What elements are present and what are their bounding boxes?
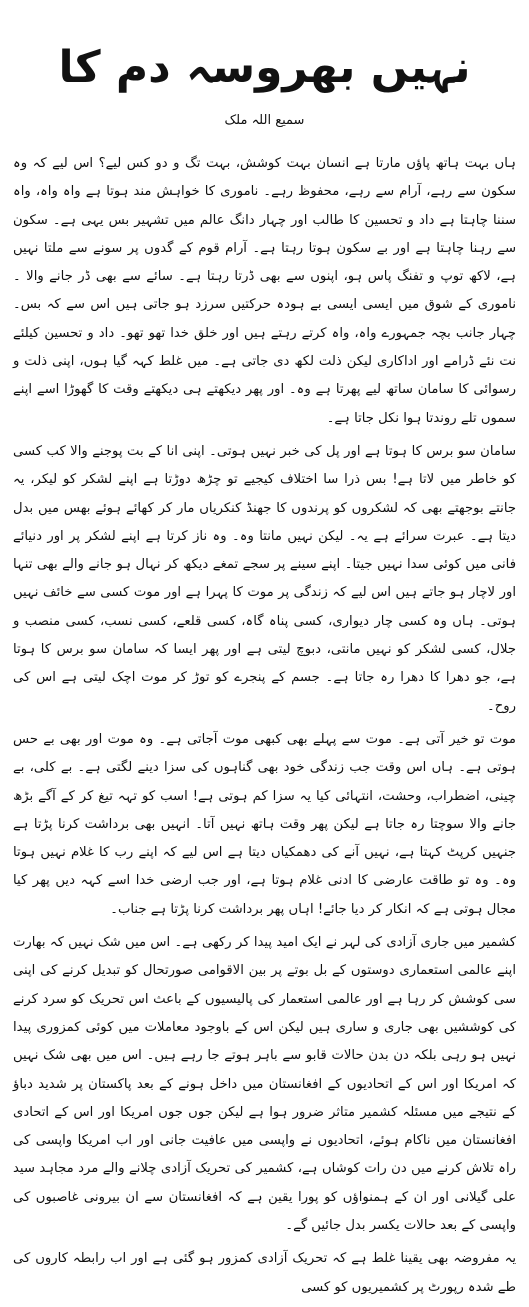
article-title [0,40,529,96]
paragraph-3: موت تو خیر آتی ہے۔ موت سے پہلے بھی کبھی موت آجاتی ہے۔ وہ موت اور بھی بے حس ہوتی ہے۔ ہاں اس وقت جب زندگی خود بھی گناہوں کی سزا دینے لگتی ہے۔ بے کلی، بے چینی، اضطراب، وحشت، انتہائی کیا یہ سزا کم ہوتی ہے! اسب کو تہہ تیغ کر کے آگے بڑھ جانے والا سوچتا رہ جاتا ہے لیکن پھر وقت ہاتھ نہیں آتا۔ انہیں بھی برداشت کرنا پڑتا ہے جنہیں کرپٹ کہتا ہے، نہیں آنے کی دھمکیاں دیتا ہے اس لیے کہ اپنے رب کا غلام نہیں ہوتا وہ۔ وہ تو طاقت عارضی کا ادنی غلام ہوتا ہے، اور جب ارضی خدا اسے کہہ دیں پھر کیا مجال ہوتی ہے کہ انکار کر دیا جائے! اہاں پھر برداشت کرنا پڑتا ہے جناب۔ [13,731,516,917]
author-byline: سمیع اللہ ملک [224,113,305,128]
article-title-part1: نہیں بھروسہ [186,42,471,93]
paragraph-4: کشمیر میں جاری آزادی کی لہر نے ایک امید پیدا کر رکھی ہے۔ اس میں شک نہیں کہ بھارت اپنے عالمی استعماری دوستوں کے بل بوتے پر بین الاقوامی صورتحال کو تبدیل کرنے کی اپنی سی کوشش کر رہا ہے اور عالمی استعمار کی پالیسیوں کے باعث اس تحریک کو سرد کرنے کی کوششیں بھی جاری و ساری ہیں لیکن اس کے باوجود معاملات میں کوئی کمزوری پیدا نہیں ہو رہی بلکہ دن بدن حالات قابو سے باہر ہوتے جا رہے ہیں۔ اس میں بھی شک نہیں کہ امریکا اور اس کے اتحادیوں کے افغانستان میں داخل ہونے کے بعد پاکستان پر شدید دباؤ کے نتیجے میں مسئلہ کشمیر متاثر ضرور ہوا ہے لیکن جوں جوں امریکا اور اس کے اتحادی افغانستان میں ناکام ہوئے، اتحادیوں نے واپسی میں عافیت جانی اور اب امریکا واپسی کی راہ تلاش کرنے میں دن رات کوشاں ہے، کشمیر کی تحریک آزادی چلانے والے مرد مجاہد سید علی گیلانی اور ان کے ہمنواؤں کو پورا یقین ہے کہ افغانستان سے ان بیرونی غاصبوں کی واپسی کے بعد حالات یکسر بدل جائیں گے۔ [13,935,516,1233]
paragraph-5: یہ مفروضہ بھی یقینا غلط ہے کہ تحریک آزادی کمزور ہو گئی ہے اور اب رابطہ کاروں کی طے شدہ رپورٹ پر کشمیریوں کو کسی [13,1251,516,1295]
article-title-part2: دم کا [58,42,171,93]
article-body [13,150,516,1307]
paragraph-2: سامان سو برس کا ہوتا ہے اور پل کی خبر نہیں ہوتی۔ اپنی انا کے بت پوجنے والا کب کسی کو خاطر میں لاتا ہے! بس ذرا سا اختلاف کیجیے تو چڑھ دوڑتا ہے اپنے لشکر کو لیکر، یہ جانتے بوجھتے بھی کہ لشکروں کو پرندوں کا جھنڈ کنکریاں مار کر کھائے ہوئے بھس میں بدل دیتا ہے۔ عبرت سرائے ہے یہ۔ لیکن نہیں مانتا وہ۔ وہ ناز کرتا ہے اپنے لشکر پر اور دنیائے فانی میں کوئی سدا نہیں جیتا۔ اپنے سینے پر سجے تمغے دیکھ کر نہال ہو جانے والے بھی تنہا اور لاچار ہو جاتے ہیں اس لیے کہ زندگی پر موت کا پہرا ہے اور موت کسی سے خائف نہیں ہوتی۔ ہاں وہ کسی چار دیواری، کسی پناہ گاہ، کسی قلعے، کسی نسب، کسی منصب و جلال، کسی لشکر کو نہیں مانتی، دبوچ لیتی ہے اور پھر ایسا کہ سامان سو برس کا ہوتا ہے، جو دھرا کا دھرا رہ جاتا ہے۔ جسم کے پنجرے کو توڑ کر موت اچک لیتی ہے اس کی روح۔ [13,443,516,714]
paragraph-1: ہاں بہت ہاتھ پاؤں مارتا ہے انسان بہت کوشش، بہت تگ و دو کس لیے؟ اس لیے کہ وہ سکون سے رہے، آرام سے رہے، محفوظ رہے۔ ناموری کا خواہش مند ہوتا ہے واہ واہ، واہ سننا چاہتا ہے داد و تحسین کا طالب اور چہار دانگ عالم میں تشہیر بس یہی ہے۔ سکون سے رہنا چاہتا ہے اور بے سکون ہوتا رہتا ہے۔ آرام قوم کے گدوں پر سونے سے ملتا نہیں ہے، لاکھ توپ و تفنگ پاس ہو، اپنوں سے بھی ڈرتا رہتا ہے۔ سائے سے بھی ڈر جانے والا ۔ ناموری کے شوق میں ایسی ایسی بے ہودہ حرکتیں سرزد ہو جاتی ہیں اس سے کہ بس۔ چہار جانب بچہ جمہورے واہ، واہ کرتے رہتے ہیں اور خلق خدا تھو تھو۔ داد و تحسین کیلئے نت نئے ڈرامے اور اداکاری لیکن ذلت لکھ دی جاتی ہے۔ میں غلط کہہ گیا ہوں، اپنی ذلت و رسوائی کا سامان ساتھ لیے پھرتا ہے وہ۔ اور پھر دیکھتے ہی دیکھتے وقت کا گھوڑا اسے اپنے سموں تلے روندتا ہوا نکل جاتا ہے۔ [13,156,516,426]
